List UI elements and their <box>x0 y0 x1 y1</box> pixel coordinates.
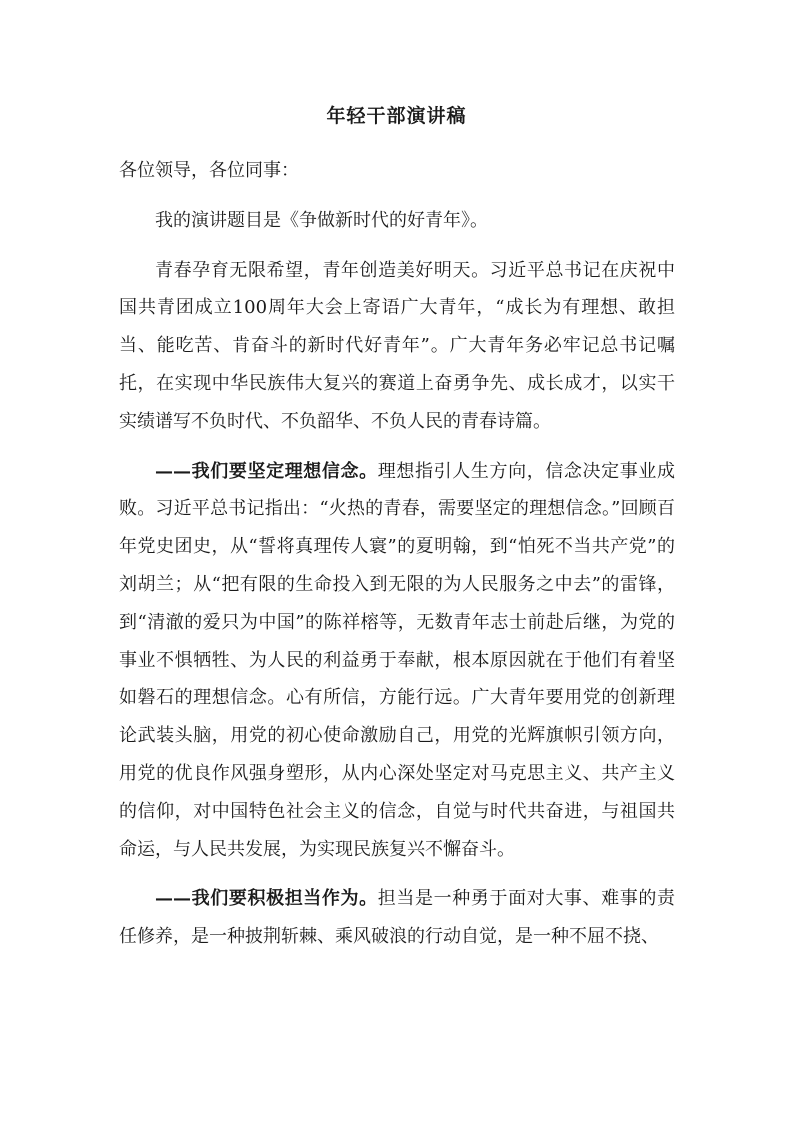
document-body <box>119 152 675 968</box>
paragraph-ideals-body: 理想指引人生方向，信念决定事业成败。习近平总书记指出：“火热的青春，需要坚定的理想信念。”回顾百年党史团史，从“誓将真理传人寰”的夏明翰，到“怕死不当共产党”的刘胡兰；从“把有限的生命投入到无限的为人民服务之中去”的雷锋，到“清澈的爱只为中国”的陈祥榕等，无数青年志士前赴后继，为党的事业不惧牺牲、为人民的利益勇于奉献，根本原因就在于他们有着坚如磐石的理想信念。心有所信，方能行远。广大青年要用党的创新理论武装头脑，用党的初心使命激励自己，用党的光辉旗帜引领方向，用党的优良作风强身塑形，从内心深处坚定对马克思主义、共产主义的信仰，对中国特色社会主义的信念，自觉与时代共奋进，与祖国共命运，与人民共发展，为实现民族复兴不懈奋斗。 <box>119 460 676 860</box>
paragraph-topic: 我的演讲题目是《争做新时代的好青年》。 <box>155 209 488 231</box>
paragraph-ideals <box>119 453 675 869</box>
document-title: 年轻干部演讲稿 <box>326 105 467 127</box>
paragraph-responsibility <box>119 880 675 956</box>
paragraph-ideals-lead: ——我们要坚定理想信念。 <box>155 460 378 482</box>
salutation: 各位领导，各位同事： <box>119 160 299 181</box>
paragraph-responsibility-lead: ——我们要积极担当作为。 <box>155 888 378 910</box>
paragraph-intro: 青春孕育无限希望，青年创造美好明天。习近平总书记在庆祝中国共青团成立100周年大会上寄语广大青年，“成长为有理想、敢担当、能吃苦、肯奋斗的新时代好青年”。广大青年务必牢记总书记嘱托，在实现中华民族伟大复兴的赛道上奋勇争先、成长成才，以实干实绩谱写不负时代、不负韶华、不负人民的青春诗篇。 <box>119 259 675 432</box>
paragraph-responsibility-body: 担当是一种勇于面对大事、难事的责任修养，是一种披荆斩棘、乘风破浪的行动自觉，是一种不屈不挠、 <box>119 888 676 948</box>
